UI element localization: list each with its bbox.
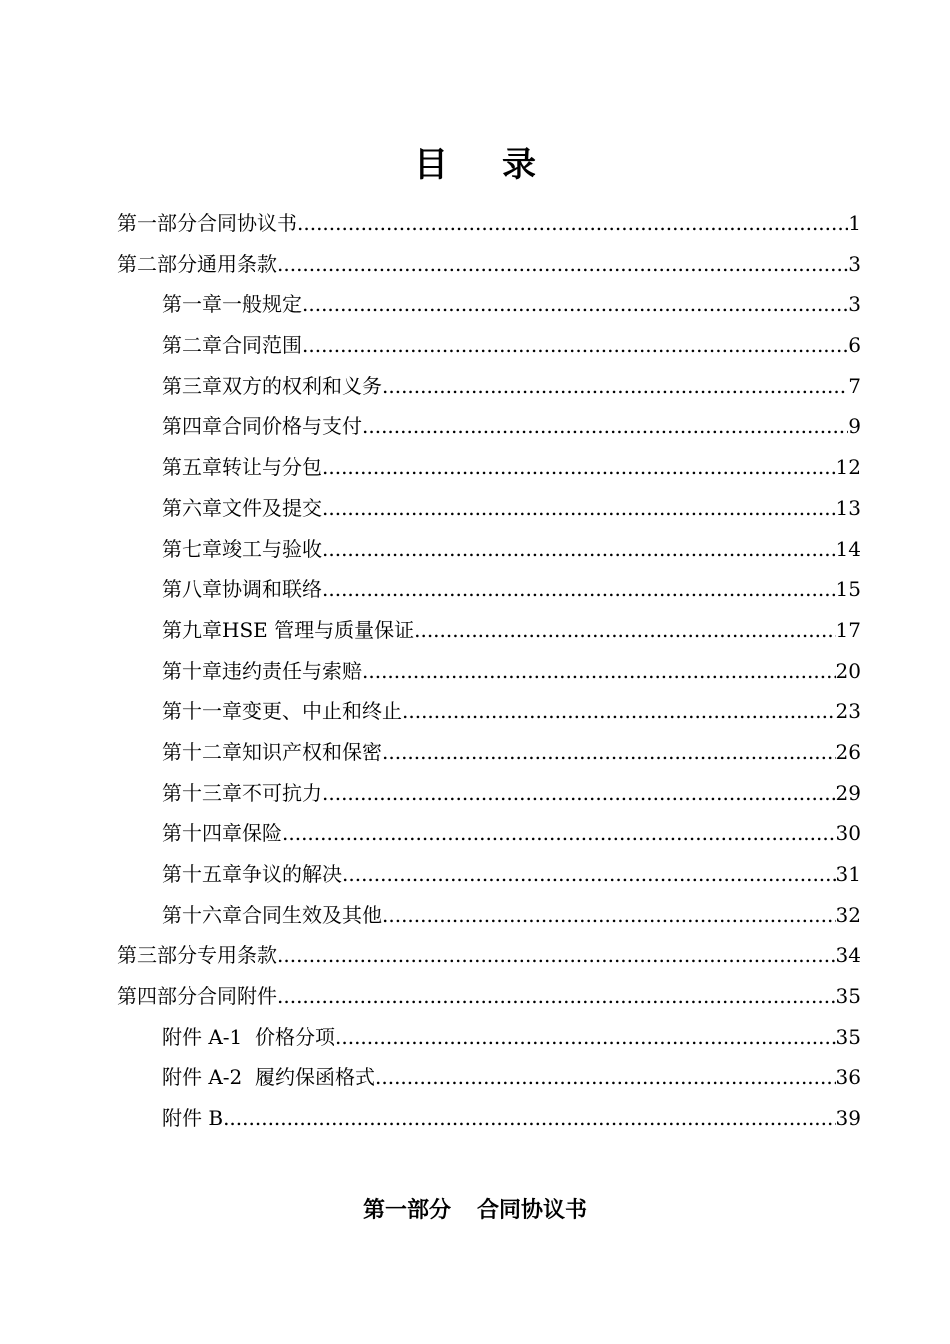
toc-entry-page: 13 bbox=[835, 495, 861, 520]
toc-entry[interactable] bbox=[117, 773, 861, 814]
toc-entry-leader bbox=[382, 895, 836, 935]
toc-entry[interactable] bbox=[117, 244, 861, 285]
section-heading bbox=[0, 1190, 950, 1230]
toc-entry-page: 1 bbox=[848, 211, 861, 235]
toc-entry-number: 第二章 bbox=[162, 333, 222, 358]
toc-entry-page: 35 bbox=[835, 1024, 861, 1049]
toc-entry[interactable] bbox=[117, 1017, 861, 1058]
toc-entry-leader bbox=[414, 610, 835, 650]
toc-entry-number: 第十一章 bbox=[162, 699, 242, 724]
toc-entry[interactable] bbox=[117, 651, 861, 692]
toc-entry[interactable] bbox=[117, 976, 861, 1017]
toc-entry-leader bbox=[322, 447, 836, 487]
toc-entry-number: 第十六章 bbox=[162, 902, 242, 927]
toc-entry[interactable] bbox=[117, 935, 861, 976]
toc-entry[interactable] bbox=[117, 732, 861, 773]
toc-entry-page: 34 bbox=[835, 943, 861, 968]
toc-entry-leader bbox=[322, 488, 836, 528]
toc-entry[interactable] bbox=[117, 610, 861, 651]
toc-entry-label: 专用条款 bbox=[197, 943, 277, 968]
toc-entry-page: 3 bbox=[848, 251, 861, 276]
toc-entry-number: 第六章 bbox=[162, 495, 222, 520]
toc-entry[interactable] bbox=[117, 203, 861, 244]
toc-entry-page: 39 bbox=[835, 1106, 861, 1131]
toc-entry-leader bbox=[277, 244, 848, 284]
section-title: 合同协议书 bbox=[477, 1197, 588, 1223]
toc-entry[interactable] bbox=[117, 691, 861, 732]
toc-entry-page: 32 bbox=[835, 902, 861, 927]
toc-entry-label: 双方的权利和义务 bbox=[222, 373, 382, 398]
toc-entry-leader bbox=[322, 569, 836, 609]
toc-entry-leader bbox=[362, 406, 848, 446]
toc-entry-number: 第四部分 bbox=[117, 984, 197, 1009]
toc-entry-page: 35 bbox=[835, 984, 861, 1009]
toc-entry-leader bbox=[297, 203, 848, 243]
toc-entry-number: 第十三章 bbox=[162, 780, 242, 805]
toc-entry-label: 竣工与验收 bbox=[222, 536, 322, 561]
toc-entry-leader bbox=[342, 854, 836, 894]
toc-entry[interactable] bbox=[117, 366, 861, 407]
toc-entry-number: 第十章 bbox=[162, 658, 222, 683]
toc-entry-label: 合同生效及其他 bbox=[242, 902, 382, 927]
toc-entry-label: HSE 管理与质量保证 bbox=[222, 617, 415, 642]
toc-entry-leader bbox=[277, 935, 836, 975]
toc-entry-label: 合同范围 bbox=[222, 333, 302, 358]
toc-entry-leader bbox=[277, 976, 836, 1016]
toc-entry-label: 转让与分包 bbox=[222, 455, 322, 480]
toc-entry-number: 第十二章 bbox=[162, 739, 242, 764]
toc-entry-leader bbox=[335, 1017, 836, 1057]
toc-entry[interactable] bbox=[117, 1098, 861, 1139]
toc-entry-leader bbox=[302, 325, 848, 365]
toc-entry-number: 第十五章 bbox=[162, 862, 242, 886]
toc-entry[interactable] bbox=[117, 406, 861, 447]
toc-entry-label: 附件 A-2 履约保函格式 bbox=[162, 1065, 375, 1090]
section-part: 第一部分 bbox=[362, 1197, 451, 1223]
toc-entry[interactable] bbox=[117, 569, 861, 610]
toc-entry-label: 违约责任与索赔 bbox=[222, 658, 362, 683]
toc-title-right: 录 bbox=[502, 145, 536, 185]
table-of-contents bbox=[117, 203, 861, 1139]
toc-entry-number: 第一部分 bbox=[117, 211, 197, 235]
toc-entry-page: 9 bbox=[848, 414, 861, 439]
toc-entry-number: 第七章 bbox=[162, 536, 222, 561]
toc-entry-page: 3 bbox=[848, 292, 861, 317]
toc-entry-label: 变更、中止和终止 bbox=[242, 699, 402, 724]
toc-entry-label: 争议的解决 bbox=[242, 862, 342, 886]
toc-entry[interactable] bbox=[117, 325, 861, 366]
toc-entry-label: 知识产权和保密 bbox=[242, 739, 382, 764]
toc-entry-label: 保险 bbox=[242, 821, 282, 846]
toc-entry-page: 12 bbox=[835, 455, 861, 480]
toc-entry-label: 附件 B bbox=[162, 1106, 224, 1131]
toc-entry-label: 文件及提交 bbox=[222, 495, 322, 520]
toc-entry-label: 附件 A-1 价格分项 bbox=[162, 1024, 335, 1049]
toc-entry-label: 合同附件 bbox=[197, 984, 277, 1009]
toc-entry-leader bbox=[302, 284, 848, 324]
toc-entry-leader bbox=[382, 366, 848, 406]
toc-entry-page: 20 bbox=[835, 658, 861, 683]
toc-entry-number: 第八章 bbox=[162, 577, 222, 602]
toc-entry-page: 17 bbox=[835, 617, 861, 642]
toc-entry-label: 合同协议书 bbox=[197, 211, 297, 235]
toc-entry[interactable] bbox=[117, 488, 861, 529]
toc-entry[interactable] bbox=[117, 284, 861, 325]
toc-entry-label: 协调和联络 bbox=[222, 577, 322, 602]
toc-entry[interactable] bbox=[117, 895, 861, 936]
toc-entry-label: 通用条款 bbox=[197, 251, 277, 276]
toc-entry-page: 23 bbox=[835, 699, 861, 724]
toc-entry-page: 14 bbox=[835, 536, 861, 561]
toc-entry-page: 30 bbox=[835, 821, 861, 846]
toc-title bbox=[0, 140, 950, 190]
toc-entry-number: 第九章 bbox=[162, 617, 222, 642]
toc-entry-leader bbox=[223, 1098, 835, 1138]
toc-entry[interactable] bbox=[117, 1057, 861, 1098]
toc-entry-number: 第三章 bbox=[162, 373, 222, 398]
toc-entry-number: 第三部分 bbox=[117, 943, 197, 968]
toc-entry-leader bbox=[322, 773, 836, 813]
toc-entry-leader bbox=[375, 1057, 836, 1097]
toc-entry-leader bbox=[402, 691, 836, 731]
toc-entry-page: 31 bbox=[835, 862, 861, 886]
toc-entry[interactable] bbox=[117, 854, 861, 895]
toc-entry-page: 7 bbox=[848, 373, 861, 398]
toc-entry-number: 第十四章 bbox=[162, 821, 242, 846]
toc-title-left: 目 bbox=[414, 145, 448, 185]
toc-entry-leader bbox=[362, 651, 836, 691]
toc-entry-number: 第四章 bbox=[162, 414, 222, 439]
toc-entry-page: 29 bbox=[835, 780, 861, 805]
toc-entry[interactable] bbox=[117, 813, 861, 854]
toc-entry-page: 6 bbox=[848, 333, 861, 358]
toc-entry-page: 36 bbox=[835, 1065, 861, 1090]
toc-entry-leader bbox=[382, 732, 836, 772]
toc-entry-label: 合同价格与支付 bbox=[222, 414, 362, 439]
toc-entry-number: 第一章 bbox=[162, 292, 222, 317]
toc-entry-leader bbox=[282, 813, 836, 853]
toc-entry-label: 不可抗力 bbox=[242, 780, 322, 805]
toc-entry[interactable] bbox=[117, 529, 861, 570]
toc-entry-number: 第五章 bbox=[162, 455, 222, 480]
toc-entry-page: 26 bbox=[835, 739, 861, 764]
toc-entry[interactable] bbox=[117, 447, 861, 488]
toc-entry-label: 一般规定 bbox=[222, 292, 302, 317]
toc-entry-leader bbox=[322, 529, 836, 569]
toc-entry-number: 第二部分 bbox=[117, 251, 197, 276]
toc-entry-page: 15 bbox=[835, 577, 861, 602]
